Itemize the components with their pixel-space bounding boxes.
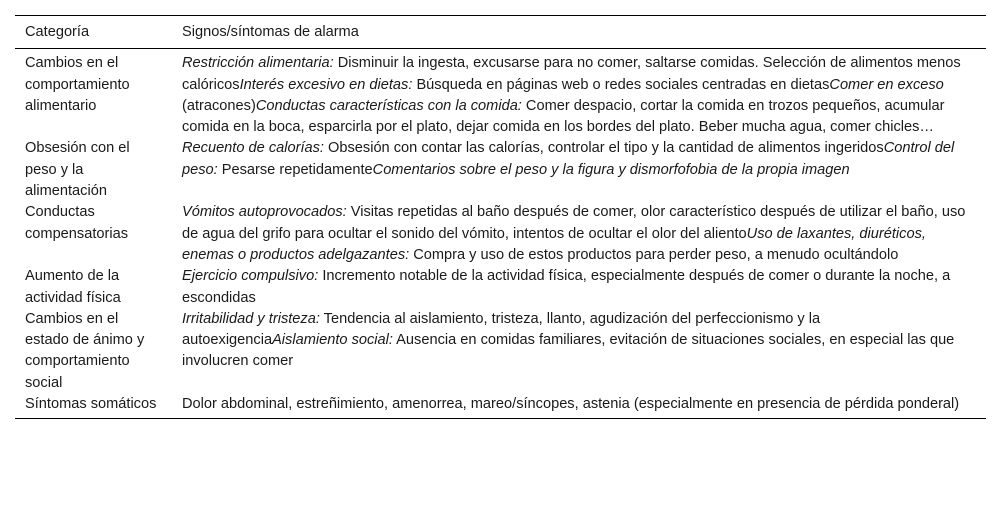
table-row bbox=[15, 138, 986, 202]
sign-description: Búsqueda en páginas web o redes sociales centradas en dietas bbox=[412, 76, 830, 93]
sign-heading: Control del peso: bbox=[182, 140, 955, 178]
category-cell: Síntomas somáticos bbox=[25, 396, 157, 413]
table-row bbox=[15, 202, 986, 266]
sign-description: Ausencia en comidas familiares, evitación de situaciones sociales, en especial las que involucren comer bbox=[182, 332, 955, 370]
table-row bbox=[15, 266, 986, 309]
header-signs: Signos/síntomas de alarma bbox=[182, 24, 359, 40]
sign-heading: Irritabilidad y tristeza: bbox=[182, 310, 320, 327]
category-cell: Obsesión con el peso y la alimentación bbox=[25, 140, 130, 200]
table-header-row bbox=[15, 16, 986, 49]
sign-heading: Aislamiento social: bbox=[272, 332, 393, 349]
sign-heading: Uso de laxantes, diuréticos, enemas o productos adelgazantes: bbox=[182, 225, 926, 263]
signs-cell bbox=[172, 309, 986, 394]
sign-description: Pesarse repetidamente bbox=[217, 161, 373, 178]
sign-heading: Vómitos autoprovocados: bbox=[182, 204, 347, 221]
category-cell: Cambios en el estado de ánimo y comportamiento social bbox=[25, 310, 145, 391]
signs-cell bbox=[172, 202, 986, 266]
table-row bbox=[15, 49, 986, 139]
table-row bbox=[15, 309, 986, 394]
category-cell: Aumento de la actividad física bbox=[25, 268, 121, 306]
sign-description: Tendencia al aislamiento, tristeza, llanto, agudización del perfeccionismo y la autoexigencia bbox=[182, 310, 821, 349]
sign-description: Visitas repetidas al baño después de comer, olor característico después de utilizar el baño, uso de agua del grifo para ocultar el sonido del vómito, intentos de ocultar el olor del aliento bbox=[182, 204, 966, 242]
signs-cell bbox=[172, 266, 986, 309]
alarm-signs-table-container bbox=[15, 15, 986, 419]
table-body bbox=[15, 49, 986, 419]
sign-description: Dolor abdominal, estreñimiento, amenorrea, mareo/síncopes, astenia (especialmente en presencia de pérdida ponderal) bbox=[182, 396, 960, 413]
sign-heading: Comer en exceso bbox=[829, 76, 944, 93]
sign-description: Disminuir la ingesta, excusarse para no comer, saltarse comidas. Selección de alimentos menos calóricos bbox=[182, 55, 961, 93]
alarm-signs-table bbox=[15, 15, 986, 419]
sign-heading: Ejercicio compulsivo: bbox=[182, 268, 319, 285]
sign-heading: Restricción alimentaria: bbox=[182, 55, 334, 72]
category-cell: Cambios en el comportamiento alimentario bbox=[25, 55, 130, 114]
table-row bbox=[15, 394, 986, 419]
sign-heading: Comentarios sobre el peso y la figura y dismorfofobia de la propia imagen bbox=[372, 161, 850, 178]
signs-cell bbox=[172, 49, 986, 139]
signs-cell bbox=[172, 138, 986, 202]
sign-description: Obsesión con contar las calorías, controlar el tipo y la cantidad de alimentos ingeridos bbox=[323, 140, 884, 157]
sign-description: (atracones) bbox=[182, 97, 256, 114]
sign-description: Compra y uso de estos productos para perder peso, a menudo ocultándolo bbox=[409, 246, 899, 263]
signs-cell bbox=[172, 394, 986, 419]
sign-heading: Conductas características con la comida: bbox=[255, 97, 522, 114]
sign-description: Incremento notable de la actividad física, especialmente después de comer o durante la noche, a escondidas bbox=[182, 268, 951, 306]
category-cell: Conductas compensatorias bbox=[25, 204, 129, 242]
header-category: Categoría bbox=[25, 24, 90, 40]
sign-description: Comer despacio, cortar la comida en trozos pequeños, acumular comida en la boca, esparcirla por el plato, dejar comida en los bordes del plato. Beber mucha agua, comer chicles… bbox=[182, 97, 945, 136]
sign-heading: Recuento de calorías: bbox=[182, 140, 324, 157]
sign-heading: Interés excesivo en dietas: bbox=[239, 76, 413, 93]
